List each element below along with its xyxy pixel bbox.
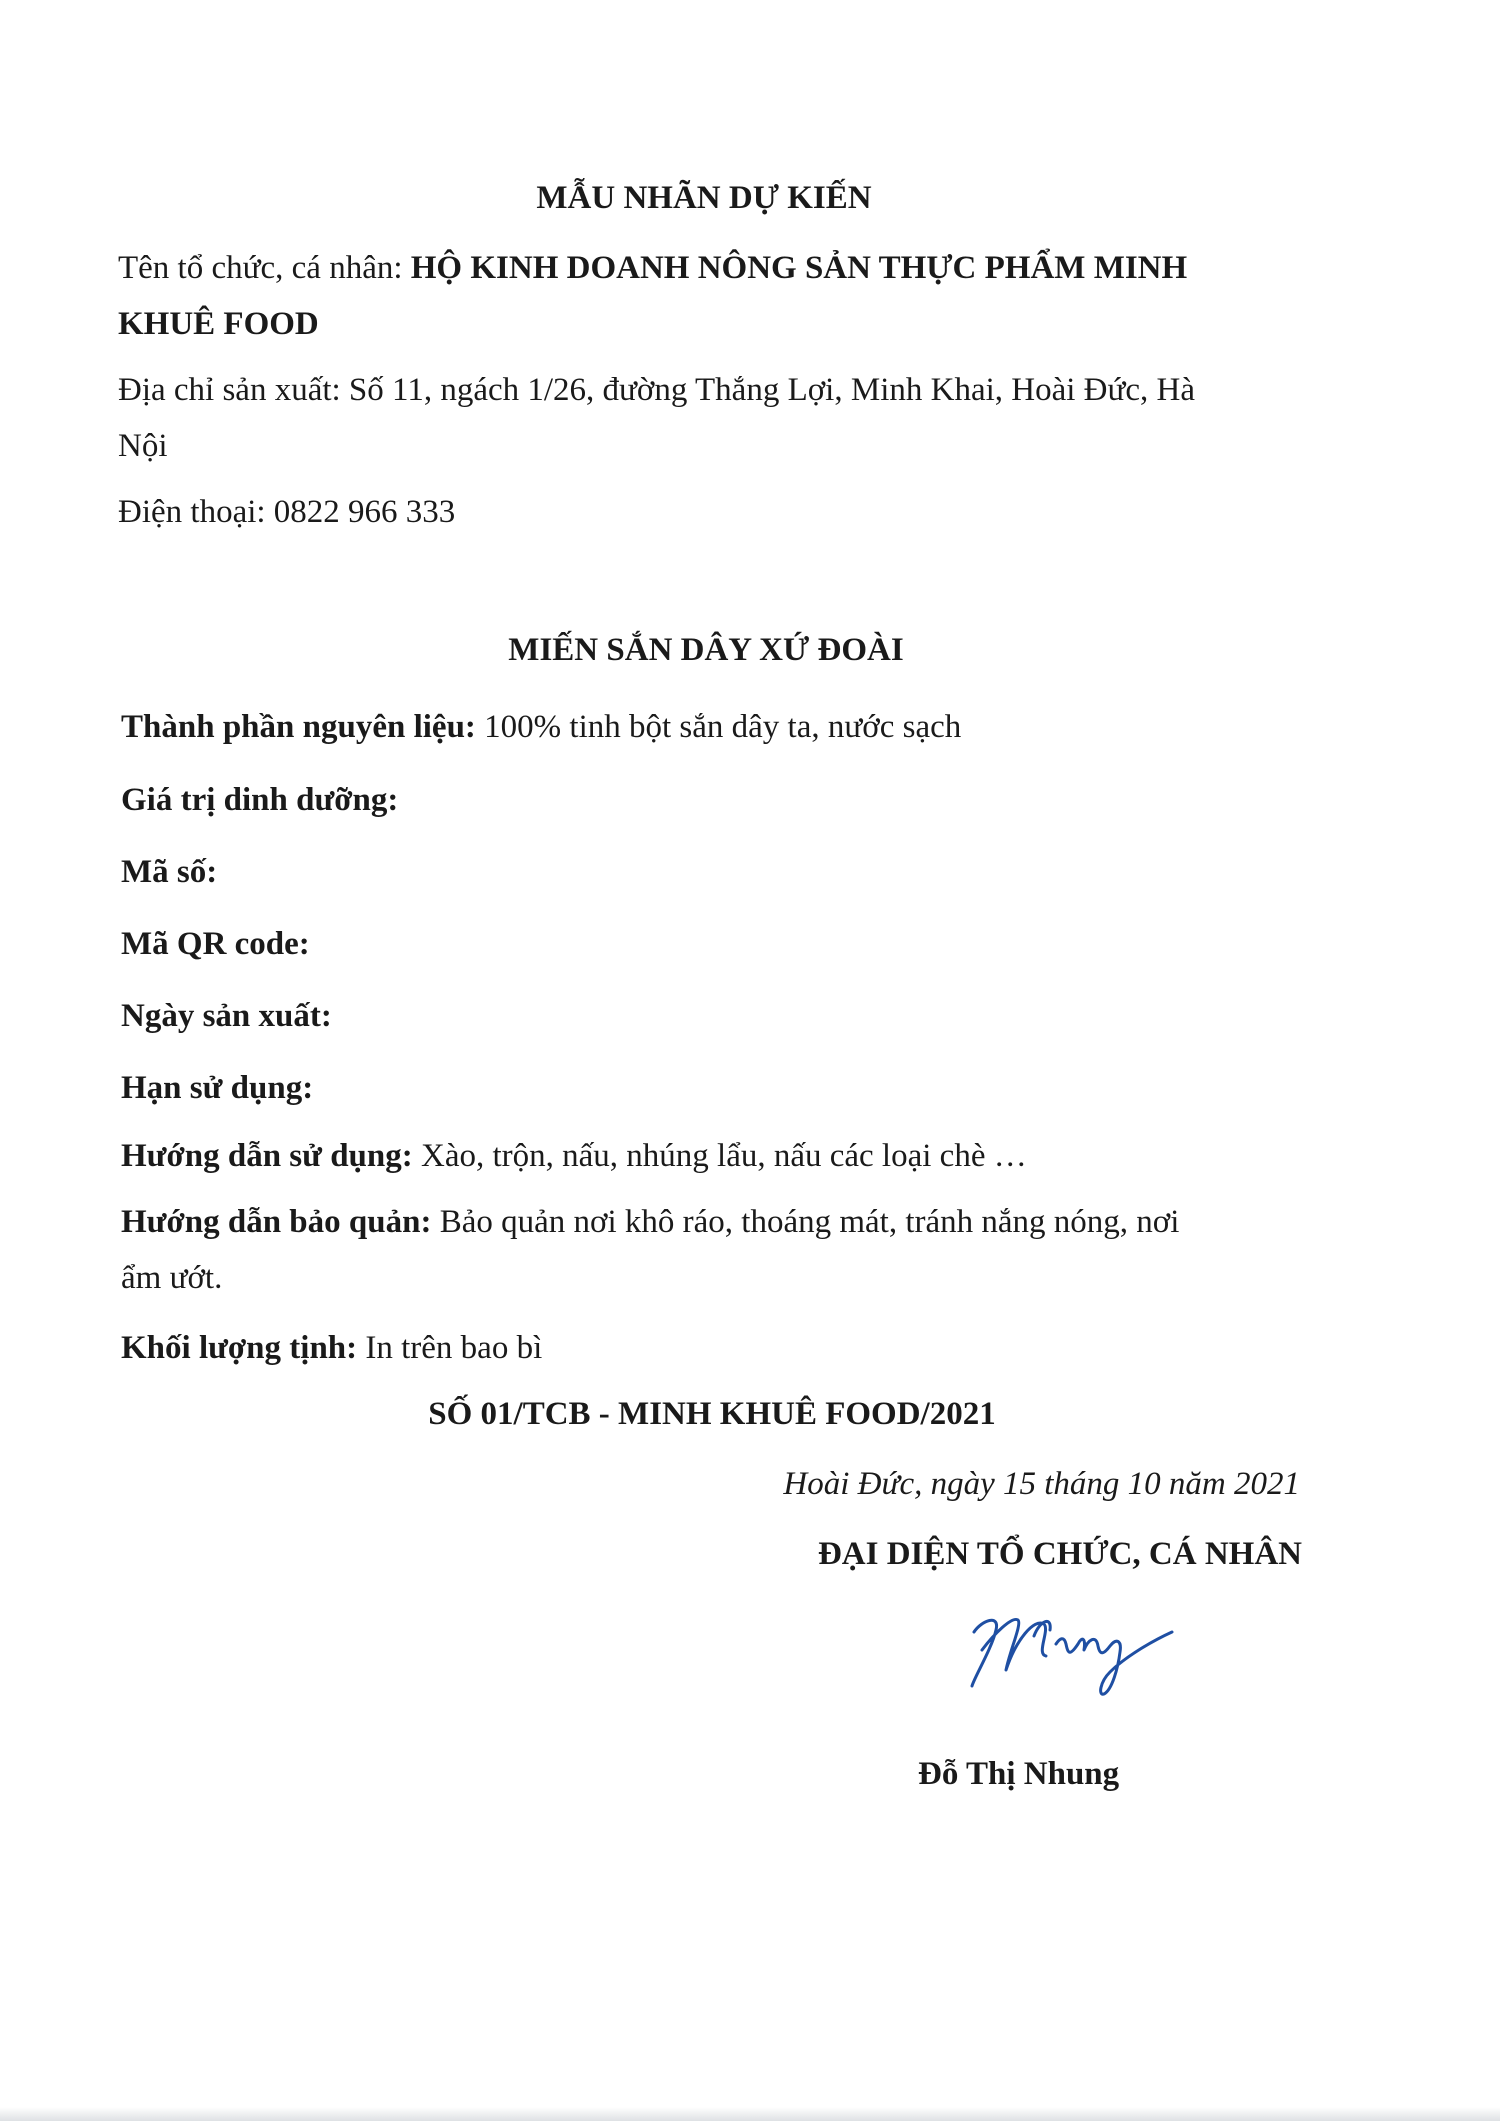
net-weight-value: In trên bao bì bbox=[357, 1330, 543, 1366]
storage-value: Bảo quản nơi khô ráo, thoáng mát, tránh nắng nóng, nơi bbox=[431, 1204, 1180, 1240]
representative-title: ĐẠI DIỆN TỔ CHỨC, CÁ NHÂN bbox=[817, 1536, 1302, 1572]
ingredients-field bbox=[121, 705, 961, 749]
nutrition-label: Giá trị dinh dưỡng: bbox=[121, 782, 399, 818]
organization-line bbox=[118, 246, 1187, 290]
usage-label: Hướng dẫn sử dụng: bbox=[121, 1138, 413, 1174]
scan-edge-shadow bbox=[0, 2107, 1500, 2121]
storage-label: Hướng dẫn bảo quản: bbox=[121, 1204, 432, 1240]
ingredients-value: 100% tinh bột sắn dây ta, nước sạch bbox=[475, 709, 962, 745]
place-and-date: Hoài Đức, ngày 15 tháng 10 năm 2021 bbox=[783, 1466, 1300, 1502]
signature-icon bbox=[960, 1590, 1180, 1700]
code-label: Mã số: bbox=[121, 854, 218, 890]
organization-name-continued: KHUÊ FOOD bbox=[118, 306, 319, 342]
ingredients-label: Thành phần nguyên liệu: bbox=[121, 709, 476, 745]
usage-field bbox=[121, 1134, 1027, 1178]
net-weight-label: Khối lượng tịnh: bbox=[121, 1330, 358, 1366]
organization-label: Tên tổ chức, cá nhân: bbox=[118, 250, 411, 286]
phone-number: Điện thoại: 0822 966 333 bbox=[118, 494, 456, 530]
document-title: MẪU NHÃN DỰ KIẾN bbox=[536, 180, 872, 216]
organization-name: HỘ KINH DOANH NÔNG SẢN THỰC PHẨM MINH bbox=[410, 250, 1188, 286]
production-address-continued: Nội bbox=[118, 428, 168, 464]
product-name: MIẾN SẮN DÂY XỨ ĐOÀI bbox=[508, 632, 904, 668]
signer-name: Đỗ Thị Nhung bbox=[918, 1756, 1120, 1792]
manufacture-date-label: Ngày sản xuất: bbox=[121, 998, 332, 1034]
storage-value-continued: ẩm ướt. bbox=[121, 1260, 223, 1296]
storage-field bbox=[121, 1200, 1179, 1244]
document-number: SỐ 01/TCB - MINH KHUÊ FOOD/2021 bbox=[428, 1396, 996, 1432]
usage-value: Xào, trộn, nấu, nhúng lẩu, nấu các loại chè … bbox=[412, 1138, 1027, 1174]
qr-code-label: Mã QR code: bbox=[121, 926, 310, 962]
expiry-date-label: Hạn sử dụng: bbox=[121, 1070, 314, 1106]
production-address: Địa chỉ sản xuất: Số 11, ngách 1/26, đường Thắng Lợi, Minh Khai, Hoài Đức, Hà bbox=[118, 372, 1195, 408]
net-weight-field bbox=[121, 1326, 542, 1370]
